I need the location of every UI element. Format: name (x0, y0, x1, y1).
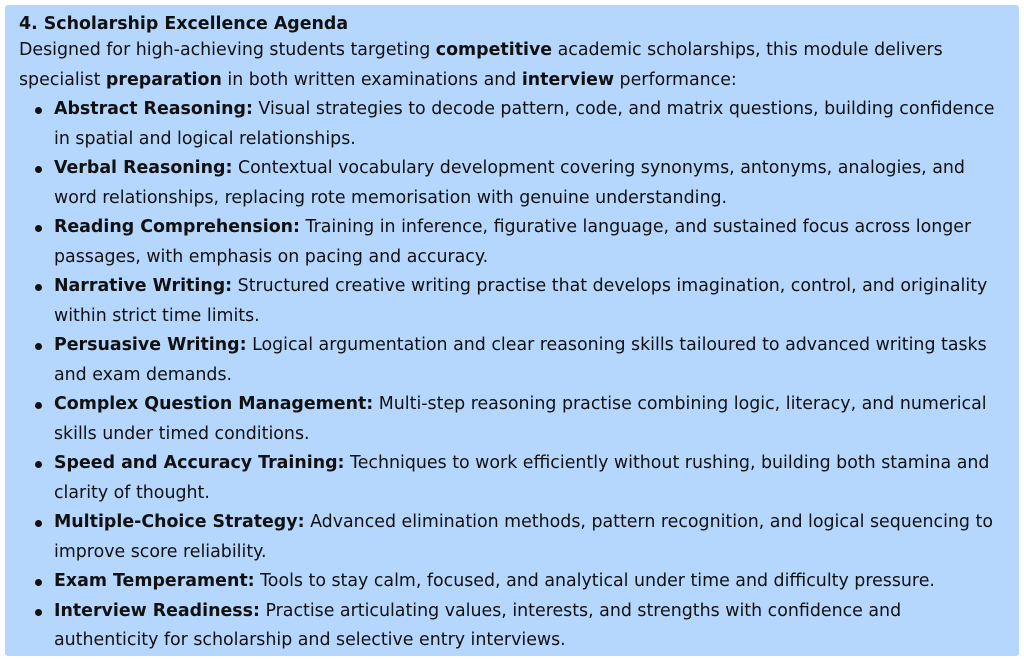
bullet-icon (35, 579, 42, 586)
list-item (19, 154, 1006, 213)
intro-text-4: performance: (614, 69, 737, 90)
list-item (19, 508, 1006, 567)
item-description: Structured creative writing practise that develops imagination, control, and originality within strict time limits. (54, 276, 988, 326)
list-item (19, 597, 1006, 656)
item-term: Abstract Reasoning: (54, 99, 253, 119)
item-description: Techniques to work efficiently without rushing, building both stamina and clarity of thought. (54, 453, 990, 503)
item-term: Reading Comprehension: (54, 217, 301, 237)
bullet-icon (35, 284, 42, 291)
bullet-icon (35, 461, 42, 468)
section-heading: 4. Scholarship Excellence Agenda (19, 14, 349, 34)
intro-emphasis-competitive: competitive (435, 40, 553, 60)
item-term: Persuasive Writing: (54, 335, 247, 355)
item-description: Tools to stay calm, focused, and analytical under time and difficulty pressure. (254, 571, 935, 591)
item-term: Interview Readiness: (54, 600, 260, 621)
item-description: Practise articulating values, interests, and strengths with confidence and authenticity for scholarship and selective entry interviews. (54, 600, 902, 650)
bullet-icon (35, 520, 42, 527)
item-description: Training in inference, figurative language, and sustained focus across longer passages, with emphasis on pacing and accuracy. (54, 217, 972, 267)
list-item (19, 272, 1006, 331)
item-description: Multi-step reasoning practise combining logic, literacy, and numerical skills under timed conditions. (54, 394, 987, 444)
intro-text-2: academic scholarships, this module delivers specialist (19, 40, 943, 90)
agenda-panel (5, 5, 1019, 656)
list-item (19, 449, 1006, 508)
item-description: Visual strategies to decode pattern, code, and matrix questions, building confidence in spatial and logical relationships. (54, 99, 995, 149)
list-item (19, 331, 1006, 390)
intro-emphasis-interview: interview (521, 69, 615, 90)
bullet-icon (35, 107, 42, 114)
intro-text-1: Designed for high-achieving students targeting (19, 40, 436, 60)
item-term: Complex Question Management: (54, 394, 374, 414)
item-term: Multiple-Choice Strategy: (54, 512, 305, 532)
item-term: Verbal Reasoning: (54, 158, 233, 178)
bullet-icon (35, 166, 42, 173)
item-description: Contextual vocabulary development covering synonyms, antonyms, analogies, and word relationships, replacing rote memorisation with genuine understanding. (54, 158, 965, 208)
bullet-icon (35, 225, 42, 232)
item-description: Logical argumentation and clear reasoning skills tailoured to advanced writing tasks and exam demands. (54, 335, 987, 385)
item-description: Advanced elimination methods, pattern recognition, and logical sequencing to improve score reliability. (54, 512, 993, 562)
intro-emphasis-preparation: preparation (105, 69, 222, 90)
agenda-list (19, 95, 1006, 656)
item-term: Narrative Writing: (54, 276, 233, 296)
bullet-icon (35, 402, 42, 409)
bullet-icon (35, 609, 42, 616)
intro-text-3: in both written examinations and (221, 69, 522, 90)
item-term: Speed and Accuracy Training: (54, 453, 345, 473)
list-item (19, 213, 1006, 272)
list-item (19, 567, 1006, 597)
intro-paragraph (19, 36, 1006, 95)
item-term: Exam Temperament: (54, 571, 255, 591)
list-item (19, 390, 1006, 449)
bullet-icon (35, 343, 42, 350)
list-item (19, 95, 1006, 154)
